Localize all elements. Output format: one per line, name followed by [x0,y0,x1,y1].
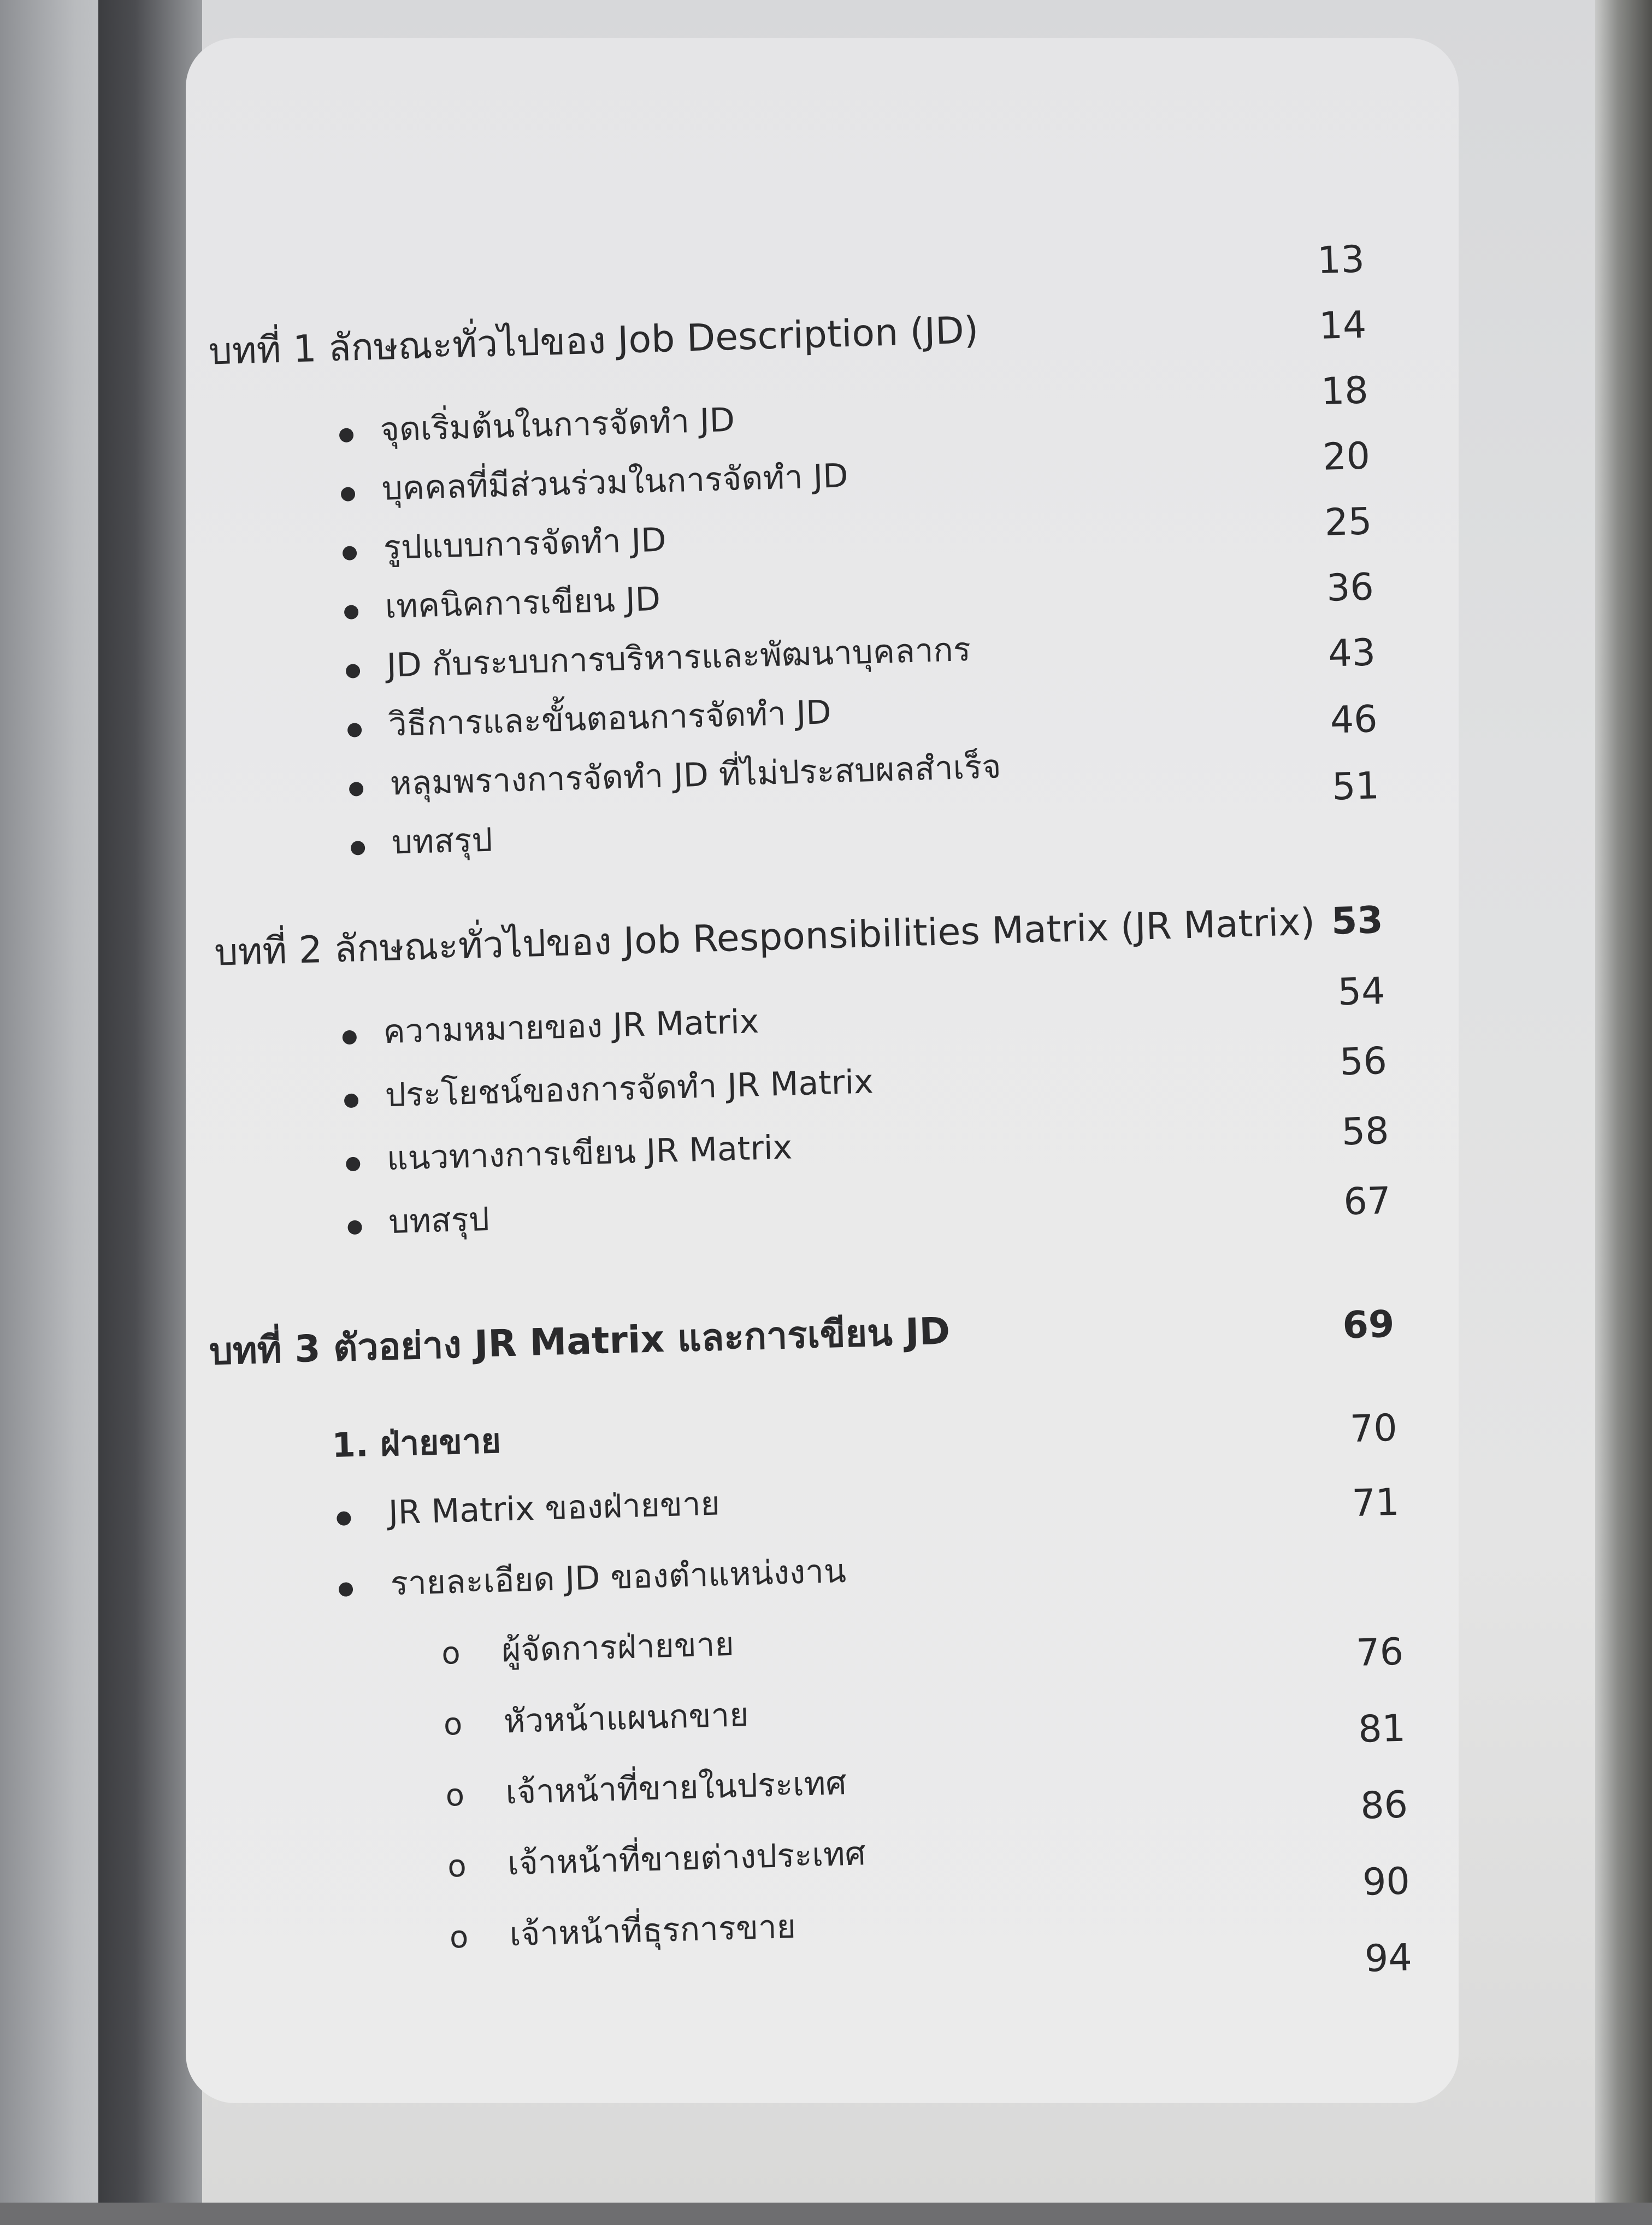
chapter-2-page: 53 [1330,899,1384,943]
bullet-icon [339,428,354,442]
section-item-2: รายละเอียด JD ของตำแหน่งงาน [390,1551,847,1603]
chapter-1-item-4-page: 36 [1325,565,1374,610]
page-number: 13 [1317,238,1365,282]
bullet-icon [351,841,365,855]
circle-bullet-icon: o [441,1635,461,1672]
subitem-4: เจ้าหน้าที่ขายต่างประเทศ [507,1834,866,1883]
chapter-1-item-4: เทคนิคการเขียน JD [384,580,661,626]
chapter-2-item-4: บทสรุป [388,1200,490,1242]
chapter-2-item-3: แนวทางการเขียน JR Matrix [386,1128,793,1178]
chapter-1-item-1-page: 18 [1320,369,1369,414]
bullet-icon [343,546,357,560]
bullet-icon [347,1220,362,1235]
chapter-1-item-2-page: 20 [1322,434,1371,479]
subitem-2: หัวหน้าแผนกขาย [503,1696,750,1741]
section-page: 70 [1349,1406,1398,1451]
chapter-1-item-1: จุดเริ่มต้นในการจัดทำ JD [379,400,735,449]
bullet-icon [347,723,362,737]
chapter-1-title: บทที่ 1 ลักษณะทั่วไปของ Job Description (JD) [208,309,980,374]
subitem-5-page: 94 [1364,1936,1413,1981]
bullet-icon [346,664,361,678]
chapter-2-item-2: ประโยชน์ของการจัดทำ JR Matrix [384,1063,874,1115]
section-title: 1. ฝ่ายขาย [331,1420,502,1466]
chapter-2-item-1: ความหมายของ JR Matrix [382,1002,760,1052]
circle-bullet-icon: o [443,1706,463,1743]
bullet-icon [337,1511,351,1526]
section-item-1: JR Matrix ของฝ่ายขาย [388,1484,721,1532]
chapter-1-item-8: บทสรุป [391,821,493,862]
chapter-1-item-3-page: 25 [1324,500,1373,545]
chapter-1-item-3: รูปแบบการจัดทำ JD [382,521,667,567]
chapter-1-item-5-page: 43 [1328,631,1377,676]
bullet-icon [342,1030,357,1045]
chapter-2-item-3-page: 58 [1341,1109,1390,1154]
bullet-icon [346,1157,361,1172]
chapter-2-item-1-page: 54 [1337,970,1386,1014]
chapter-1-item-7-page: 51 [1331,764,1380,809]
bullet-icon [339,1582,353,1597]
subitem-1-page: 76 [1355,1630,1405,1675]
chapter-1-item-2: บุคคลที่มีส่วนร่วมในการจัดทำ JD [381,457,849,508]
chapter-1-item-7: หลุมพรางการจัดทำ JD ที่ไม่ประสบผลสำเร็จ [389,747,1002,803]
bullet-icon [344,605,359,619]
chapter-1-item-6: วิธีการและขั้นตอนการจัดทำ JD [387,693,832,744]
chapter-2-item-2-page: 56 [1339,1039,1388,1084]
chapter-3-page: 69 [1342,1302,1395,1348]
chapter-1-item-6-page: 46 [1329,698,1378,742]
bullet-icon [349,782,364,796]
circle-bullet-icon: o [449,1919,469,1956]
subitem-2-page: 81 [1358,1707,1407,1751]
subitem-3: เจ้าหน้าที่ขายในประเทศ [505,1764,847,1812]
chapter-3-title: บทที่ 3 ตัวอย่าง JR Matrix และการเขียน JD [208,1309,951,1374]
section-item-1-page: 71 [1351,1480,1400,1526]
subitem-5: เจ้าหน้าที่ธุรการขาย [509,1907,796,1954]
chapter-1-page: 14 [1318,303,1367,348]
circle-bullet-icon: o [447,1848,467,1885]
bullet-icon [341,487,356,501]
subitem-1: ผู้จัดการฝ่ายขาย [501,1625,735,1670]
chapter-2-title: บทที่ 2 ลักษณะทั่วไปของ Job Responsibilities Matrix (JR Matrix) [214,900,1315,975]
bullet-icon [344,1094,359,1108]
subitem-3-page: 86 [1360,1783,1408,1828]
circle-bullet-icon: o [445,1777,465,1814]
chapter-1-item-5: JD กับระบบการบริหารและพัฒนาบุคลากร [386,630,971,685]
subitem-4-page: 90 [1362,1860,1411,1904]
chapter-2-item-4-page: 67 [1343,1179,1392,1224]
